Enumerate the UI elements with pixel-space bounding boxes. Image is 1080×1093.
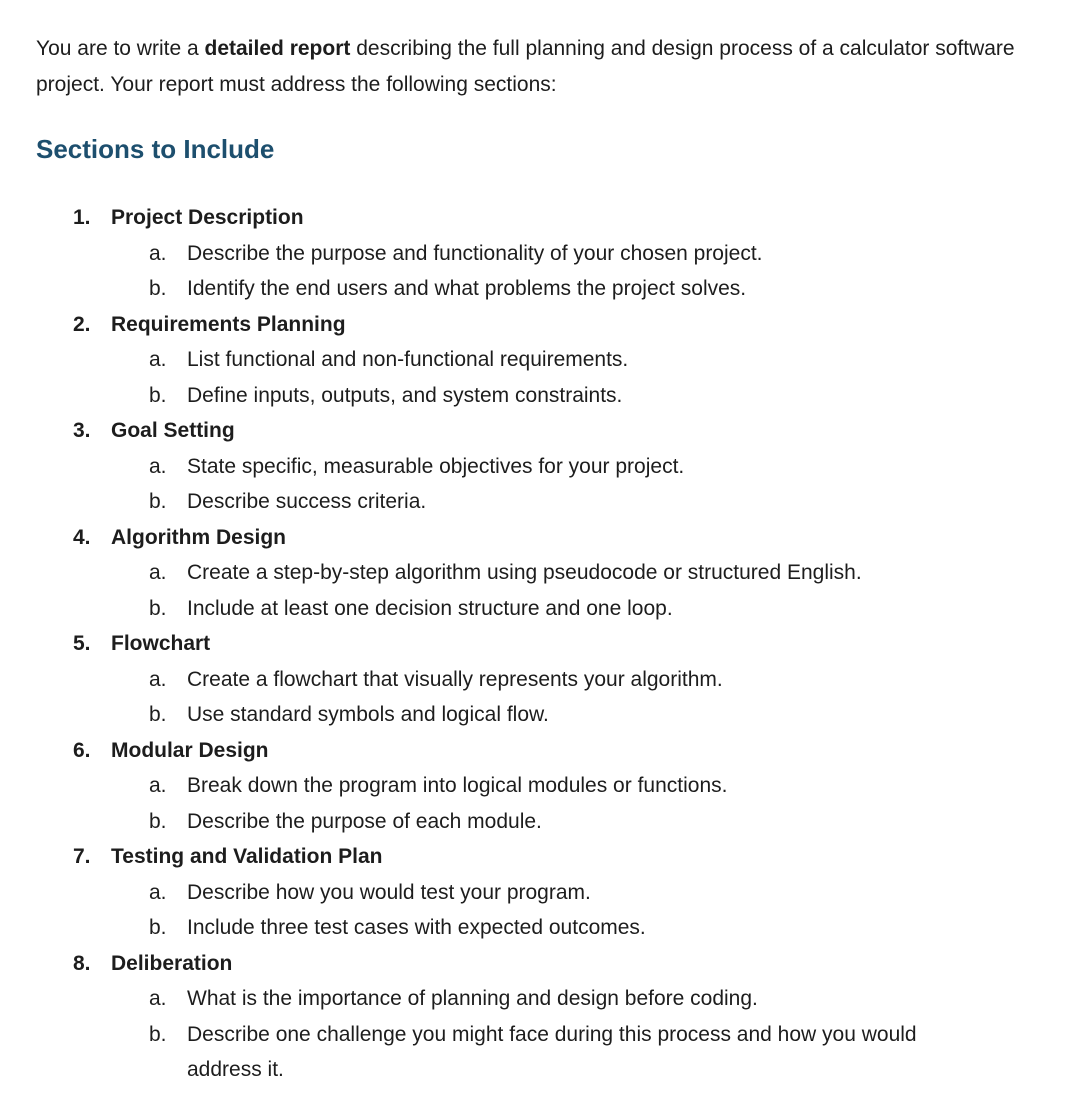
- sub-item-letter: b.: [149, 1022, 167, 1046]
- sub-item: [0, 449, 1080, 485]
- section-title: Algorithm Design: [111, 525, 287, 549]
- section-title-row: [0, 200, 1080, 236]
- section-title-row: [0, 946, 1080, 982]
- sub-item: [0, 236, 1080, 272]
- intro-bold-text: detailed report: [204, 37, 351, 60]
- sub-item: [0, 875, 1080, 911]
- sub-item-text: List functional and non-functional requirements.: [187, 348, 629, 371]
- section-item: [0, 413, 1080, 520]
- sub-item: [0, 342, 1080, 378]
- sub-item-text: Describe the purpose and functionality of your chosen project.: [187, 241, 763, 265]
- sub-item-text: Include three test cases with expected outcomes.: [187, 916, 646, 939]
- sub-item-letter: b.: [149, 703, 167, 726]
- section-title-row: [0, 413, 1080, 449]
- sub-item: [0, 697, 1080, 733]
- sub-item-letter: b.: [149, 596, 167, 620]
- section-item: [0, 307, 1080, 414]
- sub-item-text: Use standard symbols and logical flow.: [187, 703, 549, 726]
- section-number: 5.: [73, 632, 91, 655]
- sub-item: [0, 484, 1080, 520]
- sub-item-text: Create a step-by-step algorithm using pseudocode or structured English.: [187, 561, 862, 584]
- sub-item-text: Include at least one decision structure and one loop.: [187, 596, 673, 620]
- section-number: 2.: [73, 312, 91, 336]
- section-title: Goal Setting: [111, 419, 235, 442]
- sub-item: [0, 271, 1080, 307]
- section-title-row: [0, 307, 1080, 343]
- sub-item-letter: a.: [149, 987, 167, 1010]
- sub-item: [0, 981, 1080, 1017]
- sub-item-text: State specific, measurable objectives for your project.: [187, 454, 685, 478]
- sub-item: [0, 804, 1080, 840]
- section-title: Requirements Planning: [111, 312, 346, 336]
- sub-item: [0, 378, 1080, 414]
- sub-item-text: Describe success criteria.: [187, 490, 427, 513]
- sub-item-letter: a.: [149, 454, 167, 478]
- section-title-row: [0, 839, 1080, 875]
- sub-item: [0, 555, 1080, 591]
- sub-item: [0, 591, 1080, 627]
- section-item: [0, 733, 1080, 840]
- sub-item-letter: a.: [149, 241, 167, 265]
- sub-item-text: Identify the end users and what problems the project solves.: [187, 277, 747, 300]
- section-heading: Sections to Include: [36, 134, 275, 164]
- sub-item: [0, 662, 1080, 698]
- sub-item-letter: a.: [149, 667, 167, 691]
- section-number: 4.: [73, 525, 91, 549]
- sub-item-letter: b.: [149, 383, 167, 407]
- section-title: Modular Design: [111, 738, 269, 762]
- section-title-row: [0, 520, 1080, 556]
- sub-item-letter: b.: [149, 916, 167, 939]
- sub-item: [0, 768, 1080, 804]
- section-number: 1.: [73, 206, 91, 229]
- sections-list: [0, 200, 1080, 1088]
- section-item: [0, 200, 1080, 307]
- sub-item-text: Describe one challenge you might face during this process and how you would address it.: [187, 1022, 917, 1081]
- section-title: Project Description: [111, 206, 304, 229]
- section-title: Testing and Validation Plan: [111, 845, 383, 868]
- sub-item-letter: a.: [149, 774, 167, 797]
- sub-item-letter: a.: [149, 348, 167, 371]
- sub-item-text: Describe the purpose of each module.: [187, 809, 542, 833]
- sub-item-text: Define inputs, outputs, and system constraints.: [187, 383, 623, 407]
- section-number: 7.: [73, 845, 91, 868]
- section-title-row: [0, 733, 1080, 769]
- sub-item-text: Create a flowchart that visually represents your algorithm.: [187, 667, 723, 691]
- section-title-row: [0, 626, 1080, 662]
- sub-item: [0, 1017, 1080, 1088]
- intro-text-start: You are to write a: [36, 37, 205, 60]
- sub-item-letter: b.: [149, 277, 167, 300]
- sub-item-letter: b.: [149, 490, 167, 513]
- sub-item-letter: a.: [149, 561, 167, 584]
- sub-item: [0, 910, 1080, 946]
- intro-text-end: describing the full planning and design process of a calculator software project. Your report must address the following sections:: [36, 37, 1015, 96]
- section-title: Flowchart: [111, 632, 211, 655]
- intro-paragraph: [36, 31, 1036, 103]
- section-number: 3.: [73, 419, 91, 442]
- section-item: [0, 520, 1080, 627]
- sub-item-letter: b.: [149, 809, 167, 833]
- section-number: 8.: [73, 951, 91, 975]
- section-number: 6.: [73, 738, 91, 762]
- section-title: Deliberation: [111, 951, 233, 975]
- sub-item-letter: a.: [149, 880, 167, 904]
- section-item: [0, 839, 1080, 946]
- sub-item-text: What is the importance of planning and design before coding.: [187, 987, 758, 1010]
- sub-item-text: Describe how you would test your program.: [187, 880, 591, 904]
- section-item: [0, 626, 1080, 733]
- section-item: [0, 946, 1080, 1088]
- sub-item-text: Break down the program into logical modules or functions.: [187, 774, 728, 797]
